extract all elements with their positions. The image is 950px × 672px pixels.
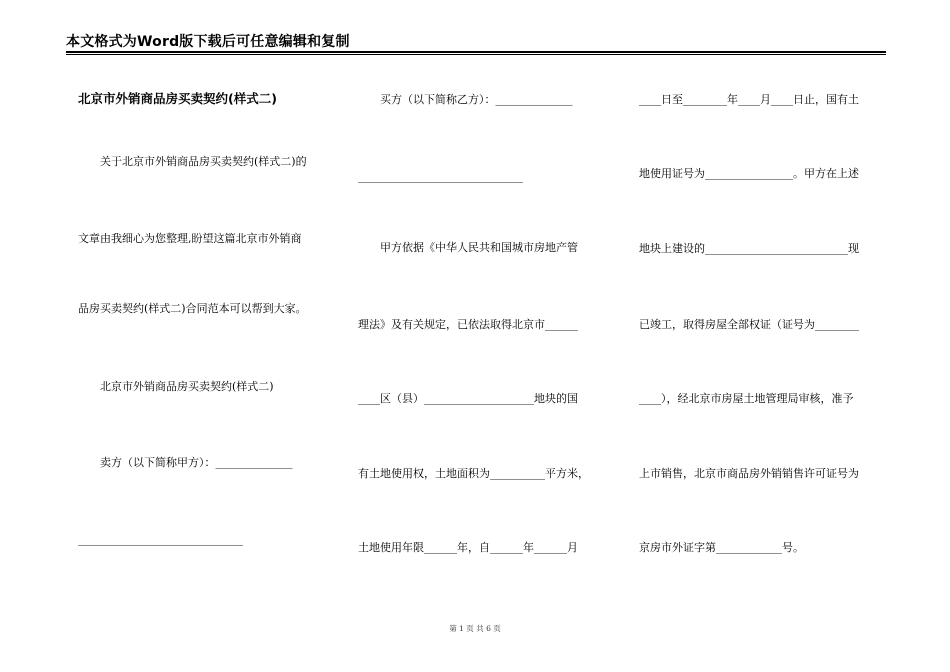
text-line: ______________________________ <box>78 533 243 546</box>
text-line: 土地使用年限______年，自______年______月 <box>358 541 578 554</box>
page-number: 第 1 页 共 6 页 <box>449 624 501 633</box>
text-line: ____区（县）____________________地块的国 <box>358 392 578 405</box>
text-line: 品房买卖契约(样式二)合同范本可以帮到大家。 <box>78 302 307 315</box>
text-line: 京房市外证字第____________号。 <box>639 541 804 554</box>
text-line: 北京市外销商品房买卖契约(样式二) <box>78 380 274 393</box>
text-column-1 <box>78 0 336 672</box>
text-line: 关于北京市外销商品房买卖契约(样式二)的 <box>78 155 307 168</box>
text-line: ______________________________ <box>358 170 523 183</box>
text-column-3 <box>639 0 884 672</box>
text-line: 理法》及有关规定，已依法取得北京市______ <box>358 318 578 331</box>
text-line: ____日至________年____月____日止，国有土 <box>639 93 859 106</box>
text-line: 已竣工，取得房屋全部权证（证号为________ <box>639 318 859 331</box>
document-title: 北京市外销商品房买卖契约(样式二) <box>78 91 277 106</box>
text-line: 甲方依据《中华人民共和国城市房地产管 <box>358 241 578 254</box>
text-column-2 <box>358 0 608 672</box>
text-line: 买方（以下简称乙方）：______________ <box>358 93 573 106</box>
text-line: 地块上建设的__________________________现 <box>639 242 859 255</box>
text-line: ____），经北京市房屋土地管理局审核，准予 <box>639 392 854 405</box>
text-line: 卖方（以下简称甲方）：______________ <box>78 456 293 469</box>
text-line: 文章由我细心为您整理,盼望这篇北京市外销商 <box>78 232 302 245</box>
text-line: 有土地使用权，土地面积为__________平方米， <box>358 467 589 480</box>
document-header: 本文格式为Word版下载后可任意编辑和复制 <box>66 34 350 50</box>
text-line: 地使用证号为________________。甲方在上述 <box>639 167 859 180</box>
text-line: 上市销售，北京市商品房外销销售许可证号为 <box>639 467 859 480</box>
